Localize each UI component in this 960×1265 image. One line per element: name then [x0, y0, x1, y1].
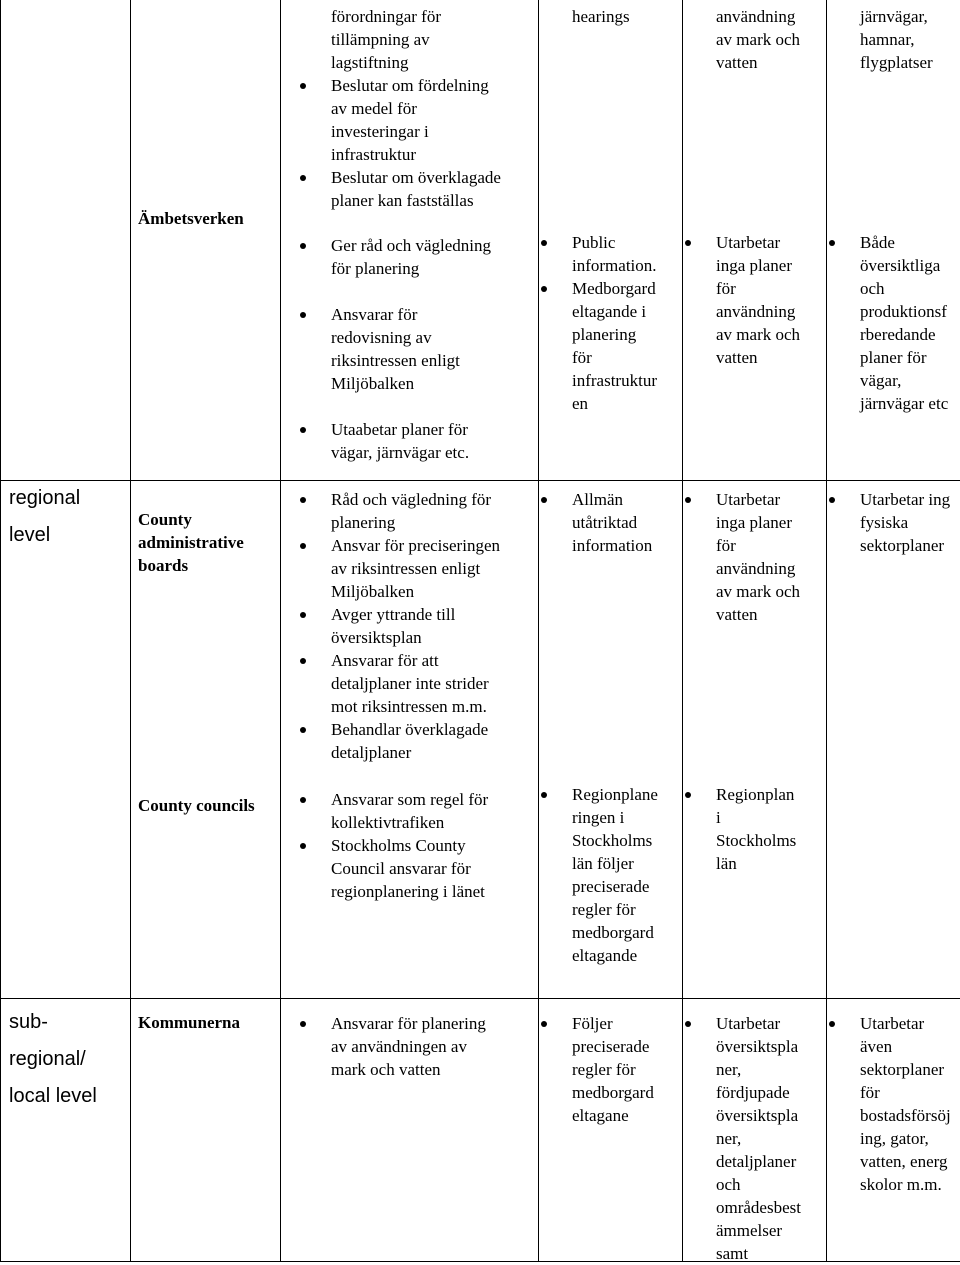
list-item: Både översiktliga och produktionsf rberedande planer för vägar, järnvägar etc — [826, 231, 960, 415]
other-list — [826, 1012, 960, 1196]
list-item: Ger råd och vägledning för planering — [280, 234, 538, 280]
level-label-regional — [0, 480, 130, 554]
column-divider — [826, 0, 827, 1262]
responsibilities-bottom-list — [280, 234, 538, 464]
list-item: Utaabetar planer för vägar, järnvägar etc. — [280, 418, 538, 464]
other-list — [826, 488, 960, 557]
list-item: Ansvarar som regel för kollektivtrafiken — [280, 788, 538, 834]
column-divider — [130, 0, 131, 1262]
body-cell-county-boards — [130, 480, 280, 780]
participation-top-list — [538, 5, 682, 28]
list-item: Följer preciserade regler för medborgard eltagane — [538, 1012, 682, 1127]
list-item: Avger yttrande till översiktsplan — [280, 603, 538, 649]
participation-list — [538, 1012, 682, 1127]
body-cell — [130, 998, 280, 1262]
body-cell — [130, 0, 280, 480]
responsibilities-list — [280, 488, 538, 764]
list-item: Ansvarar för att detaljplaner inte strider mot riksintressen m.m. — [280, 649, 538, 718]
list-item: Ansvar för preciseringen av riksintressen enligt Miljöbalken — [280, 534, 538, 603]
list-item: förordningar för tillämpning av lagstiftning — [331, 7, 441, 72]
list-item: järnvägar, hamnar, flygplatser — [860, 7, 933, 72]
list-item: Utarbetar översiktspla ner, fördjupade översiktspla ner, detaljplaner och områdesbest ämmelser samt — [682, 1012, 826, 1265]
planning-cell — [682, 0, 826, 480]
list-item: Beslutar om fördelning av medel för investeringar i infrastruktur — [280, 74, 538, 166]
row-ambetsverken — [0, 0, 960, 480]
other-cell-county-boards — [826, 480, 960, 780]
list-item: Allmän utåtriktad information — [538, 488, 682, 557]
list-item: användning av mark och vatten — [716, 7, 801, 72]
level-line: local level — [9, 1085, 97, 1107]
planning-top-list — [682, 5, 826, 74]
planning-list — [682, 488, 826, 626]
participation-cell-county-boards — [538, 480, 682, 780]
participation-cell-county-councils — [538, 780, 682, 998]
body-name: County councils — [138, 796, 255, 815]
row-local — [0, 998, 960, 1262]
list-item: Stockholms County Council ansvarar för regionplanering i länet — [280, 834, 538, 903]
row-divider — [0, 998, 960, 999]
planning-cell — [682, 998, 826, 1262]
level-cell-empty — [0, 0, 130, 480]
level-line: level — [9, 524, 51, 546]
responsibilities-cell-county-councils — [280, 780, 538, 998]
level-cell-local — [0, 998, 130, 1262]
list-item: Medborgard eltagande i planering för infrastruktur en — [538, 277, 682, 415]
planning-list — [682, 1012, 826, 1265]
list-item: Utarbetar även sektorplaner för bostadsförsöj ing, gator, vatten, energ skolor m.m. — [826, 1012, 960, 1196]
planning-bottom-list — [682, 231, 826, 369]
planning-cell-county-councils — [682, 780, 826, 998]
level-line: sub- — [9, 1011, 48, 1033]
list-item: Behandlar överklagade detaljplaner — [280, 718, 538, 764]
list-item: hearings — [572, 7, 630, 26]
list-item: Beslutar om överklagade planer kan fastställas — [280, 166, 538, 212]
level-line: regional — [9, 487, 81, 509]
level-cell-regional — [0, 480, 130, 998]
other-bottom-list — [826, 231, 960, 415]
other-cell-county-councils — [826, 780, 960, 998]
responsibilities-top-list — [280, 5, 538, 212]
list-item: Regionplane ringen i Stockholms län följer preciserade regler för medborgard eltagande — [538, 783, 682, 967]
participation-list — [538, 488, 682, 557]
table-border-left — [0, 0, 1, 1262]
body-name: Ämbetsverken — [138, 209, 244, 228]
list-item: Utarbetar ing fysiska sektorplaner — [826, 488, 960, 557]
planning-cell-county-boards — [682, 480, 826, 780]
row-regional — [0, 480, 960, 998]
column-divider — [682, 0, 683, 1262]
level-line: regional/ — [9, 1048, 86, 1070]
responsibilities-cell — [280, 998, 538, 1262]
column-divider — [538, 0, 539, 1262]
list-item: Utarbetar inga planer för användning av mark och vatten — [682, 488, 826, 626]
row-divider — [0, 480, 960, 481]
responsibilities-list — [280, 788, 538, 903]
participation-cell — [538, 998, 682, 1262]
participation-list — [538, 783, 682, 967]
body-name: County administrative boards — [138, 510, 244, 575]
body-name: Kommunerna — [138, 1013, 240, 1032]
other-cell — [826, 998, 960, 1262]
list-item: Regionplan i Stockholms län — [682, 783, 826, 875]
list-item: Ansvarar för planering av användningen av mark och vatten — [280, 1012, 538, 1081]
responsibilities-cell-county-boards — [280, 480, 538, 780]
list-item: Utarbetar inga planer för användning av mark och vatten — [682, 231, 826, 369]
list-item: Råd och vägledning för planering — [280, 488, 538, 534]
list-item: Public information. — [538, 231, 682, 277]
other-top-list — [826, 5, 960, 74]
responsibilities-list — [280, 1012, 538, 1081]
planning-list — [682, 783, 826, 875]
list-item: Ansvarar för redovisning av riksintressen enligt Miljöbalken — [280, 303, 538, 395]
level-label-local — [0, 998, 130, 1115]
responsibilities-cell — [280, 0, 538, 480]
participation-cell — [538, 0, 682, 480]
participation-bottom-list — [538, 231, 682, 415]
other-cell — [826, 0, 960, 480]
column-divider — [280, 0, 281, 1262]
body-cell-county-councils — [130, 780, 280, 998]
